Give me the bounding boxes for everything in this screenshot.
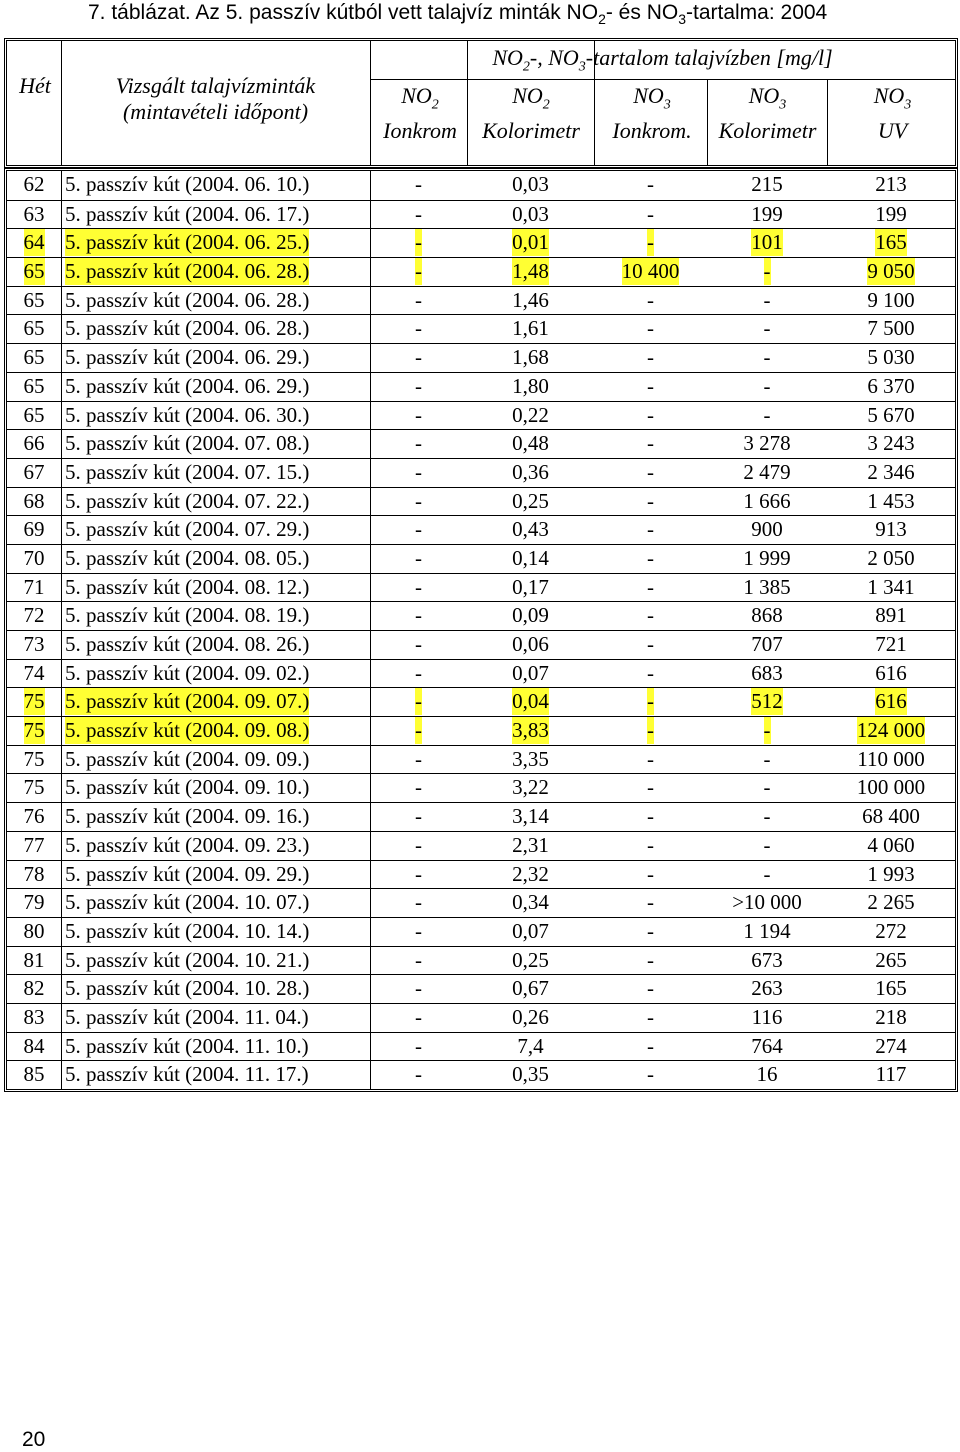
- cell-no3-kol: -: [763, 861, 771, 886]
- cell-no3-uv: 1 453: [867, 488, 915, 513]
- cell-no3-ion: -: [647, 373, 654, 398]
- cell-minta: 5. passzív kút (2004. 08. 12.): [65, 574, 310, 599]
- cell-no3-kol: -: [763, 832, 771, 857]
- cell-minta: 5. passzív kút (2004. 08. 05.): [65, 545, 310, 570]
- cell-minta: 5. passzív kút (2004. 07. 29.): [65, 517, 310, 542]
- cell-no3-uv: 2 346: [867, 459, 915, 484]
- cell-no3-ion: -: [647, 660, 654, 685]
- cell-no3-kol: 900: [751, 517, 783, 542]
- cell-no2-kol: 0,22: [512, 402, 549, 427]
- cell-no2-kol: 0,07: [512, 660, 549, 685]
- cell-no2-ion: -: [415, 832, 422, 857]
- cell-minta: 5. passzív kút (2004. 09. 23.): [65, 832, 310, 857]
- table-row: [7, 228, 955, 257]
- table-row: [7, 487, 955, 516]
- cell-no2-ion: -: [415, 345, 422, 370]
- cell-no2-kol: 3,14: [512, 804, 549, 829]
- cell-no2-kol: 2,31: [512, 832, 549, 857]
- cell-no3-uv: 6 370: [867, 373, 915, 398]
- cell-minta: 5. passzív kút (2004. 11. 17.): [65, 1062, 309, 1087]
- cell-no2-kol: 0,01: [512, 230, 549, 255]
- cell-het: 76: [23, 804, 45, 829]
- cell-het: 75: [23, 718, 45, 743]
- cell-no2-ion: -: [415, 545, 422, 570]
- cell-het: 71: [23, 574, 45, 599]
- cell-no3-ion: -: [647, 345, 654, 370]
- cell-no3-kol: >10 000: [732, 890, 802, 915]
- cell-no2-kol: 7,4: [517, 1033, 544, 1058]
- data-table: [4, 168, 958, 1092]
- cell-no3-kol: -: [763, 746, 771, 771]
- cell-minta: 5. passzív kút (2004. 10. 28.): [65, 976, 310, 1001]
- table-row: [7, 1032, 955, 1061]
- cell-no3-kol: -: [763, 316, 771, 341]
- cell-no2-ion: -: [415, 517, 422, 542]
- cell-no2-kol: 0,17: [512, 574, 549, 599]
- cell-no3-kol: 707: [751, 632, 783, 656]
- cell-no3-ion: -: [647, 1062, 654, 1087]
- cell-no3-kol: 1 385: [743, 574, 791, 599]
- cell-het: 64: [23, 230, 45, 255]
- cell-no2-ion: -: [415, 316, 422, 341]
- table-caption: 7. táblázat. Az 5. passzív kútból vett talajvíz minták $NO_2-$ és $NO_3$-tartalma: 2004: [88, 1, 828, 28]
- cell-het: 63: [23, 201, 45, 226]
- cell-minta: 5. passzív kút (2004. 11. 10.): [65, 1033, 309, 1058]
- header-group-title: $NO_2-$, $NO_3$-tartalom talajvízben [mg/l]: [492, 45, 833, 75]
- cell-no3-ion: -: [647, 804, 654, 829]
- cell-minta: 5. passzív kút (2004. 06. 25.): [65, 230, 310, 255]
- cell-het: 65: [23, 402, 45, 427]
- cell-het: 65: [23, 316, 45, 341]
- cell-het: 79: [23, 890, 45, 915]
- cell-het: 72: [23, 603, 45, 628]
- cell-no2-ion: -: [415, 201, 422, 226]
- cell-no2-ion: -: [415, 574, 422, 599]
- cell-no3-kol: -: [763, 345, 771, 370]
- cell-no2-kol: 0,03: [512, 172, 549, 196]
- header-col-2: $NO_3$ Ionkrom.: [612, 83, 692, 144]
- cell-no2-ion: -: [415, 689, 422, 714]
- table-row: [7, 659, 955, 688]
- table-row: [7, 372, 955, 401]
- cell-no3-uv: 3 243: [867, 431, 915, 456]
- cell-no3-kol: -: [763, 402, 771, 427]
- table-row: [7, 802, 955, 831]
- cell-no2-ion: -: [415, 804, 422, 829]
- table-row: [7, 314, 955, 343]
- cell-no3-ion: -: [647, 201, 654, 226]
- table-row: [7, 917, 955, 946]
- cell-no3-kol: 512: [751, 689, 783, 714]
- cell-het: 75: [23, 746, 45, 771]
- cell-het: 80: [23, 918, 45, 943]
- cell-minta: 5. passzív kút (2004. 09. 10.): [65, 775, 310, 800]
- cell-no2-kol: 0,03: [512, 201, 549, 226]
- cell-minta: 5. passzív kút (2004. 10. 07.): [65, 890, 310, 915]
- cell-het: 68: [23, 488, 45, 513]
- header-het: Hét: [19, 73, 51, 98]
- cell-no3-kol: 199: [751, 201, 783, 226]
- cell-no2-kol: 1,48: [512, 259, 549, 284]
- cell-no3-ion: -: [647, 775, 654, 800]
- cell-no3-ion: -: [647, 402, 654, 427]
- cell-no3-uv: 199: [875, 201, 907, 226]
- cell-no2-ion: -: [415, 947, 422, 972]
- cell-no3-ion: -: [647, 947, 654, 972]
- table-header: [4, 38, 958, 168]
- cell-no3-uv: 616: [875, 660, 907, 685]
- cell-no3-ion: -: [647, 890, 654, 915]
- cell-no3-ion: -: [647, 459, 654, 484]
- table-row: [7, 974, 955, 1003]
- cell-het: 69: [23, 517, 45, 542]
- cell-no3-uv: 213: [875, 172, 907, 196]
- header-col-3: $NO_3$ Kolorimetr: [718, 83, 817, 144]
- cell-het: 83: [23, 1004, 45, 1029]
- cell-no3-ion: -: [647, 1033, 654, 1058]
- cell-no2-kol: 0,07: [512, 918, 549, 943]
- cell-no2-kol: 0,09: [512, 603, 549, 628]
- table-row: [7, 716, 955, 745]
- cell-minta: 5. passzív kút (2004. 06. 29.): [65, 373, 310, 398]
- header-col-1: $NO_2$ Kolorimetr: [482, 83, 580, 144]
- cell-no3-ion: -: [647, 287, 654, 312]
- cell-no3-ion: -: [647, 316, 654, 341]
- table-row: [7, 745, 955, 774]
- cell-no3-kol: 3 278: [743, 431, 791, 456]
- cell-no2-kol: 0,67: [512, 976, 549, 1001]
- cell-no2-kol: 3,35: [512, 746, 549, 771]
- cell-no3-ion: -: [647, 976, 654, 1001]
- cell-minta: 5. passzív kút (2004. 06. 29.): [65, 345, 310, 370]
- cell-no3-ion: -: [647, 172, 654, 196]
- cell-minta: 5. passzív kút (2004. 09. 07.): [65, 689, 310, 714]
- cell-het: 75: [23, 775, 45, 800]
- cell-no3-ion: -: [647, 431, 654, 456]
- cell-no3-uv: 2 265: [867, 890, 915, 915]
- cell-minta: 5. passzív kút (2004. 07. 08.): [65, 431, 310, 456]
- cell-no2-ion: -: [415, 431, 422, 456]
- cell-minta: 5. passzív kút (2004. 06. 28.): [65, 316, 310, 341]
- table-row: [7, 515, 955, 544]
- cell-het: 66: [23, 431, 45, 456]
- cell-no3-uv: 1 341: [867, 574, 915, 599]
- table-row: [7, 687, 955, 716]
- cell-no2-ion: -: [415, 488, 422, 513]
- cell-no3-uv: 7 500: [867, 316, 915, 341]
- cell-no2-kol: 0,25: [512, 947, 549, 972]
- cell-no3-kol: 2 479: [743, 459, 791, 484]
- page-number: 20: [22, 1428, 46, 1451]
- cell-minta: 5. passzív kút (2004. 10. 14.): [65, 918, 310, 943]
- cell-het: 81: [23, 947, 45, 972]
- cell-no3-ion: -: [647, 832, 654, 857]
- cell-het: 74: [23, 660, 45, 685]
- cell-no2-kol: 2,32: [512, 861, 549, 886]
- cell-no3-uv: 218: [875, 1004, 907, 1029]
- cell-no3-kol: 1 999: [743, 545, 791, 570]
- cell-no2-kol: 1,80: [512, 373, 549, 398]
- cell-no2-kol: 1,46: [512, 287, 549, 312]
- cell-no3-kol: 683: [751, 660, 783, 685]
- cell-no2-ion: -: [415, 976, 422, 1001]
- cell-no3-uv: 165: [875, 230, 907, 255]
- cell-no3-kol: -: [763, 287, 771, 312]
- table-row: [7, 257, 955, 286]
- cell-no3-uv: 110 000: [857, 746, 925, 771]
- cell-no2-ion: -: [415, 775, 422, 800]
- cell-minta: 5. passzív kút (2004. 08. 19.): [65, 603, 310, 628]
- cell-het: 70: [23, 545, 45, 570]
- cell-no3-uv: 2 050: [867, 545, 915, 570]
- cell-no3-kol: -: [763, 775, 771, 800]
- cell-minta: 5. passzív kút (2004. 06. 28.): [65, 287, 310, 312]
- cell-no3-ion: -: [647, 517, 654, 542]
- table-row: [7, 946, 955, 975]
- cell-no3-kol: 101: [751, 230, 783, 255]
- cell-no3-ion: -: [647, 230, 654, 255]
- header-vizsgalt: Vizsgált talajvízminták (mintavételi időpont): [115, 73, 316, 124]
- cell-no2-ion: -: [415, 861, 422, 886]
- cell-minta: 5. passzív kút (2004. 07. 22.): [65, 488, 310, 513]
- cell-no3-uv: 1 993: [867, 861, 915, 886]
- cell-no2-kol: 1,68: [512, 345, 549, 370]
- cell-no3-ion: 10 400: [621, 259, 680, 284]
- cell-minta: 5. passzív kút (2004. 06. 17.): [65, 201, 310, 226]
- cell-no3-uv: 4 060: [867, 832, 915, 857]
- cell-no3-uv: 9 050: [867, 259, 915, 284]
- cell-no3-kol: -: [763, 804, 771, 829]
- cell-no3-kol: -: [763, 259, 771, 284]
- cell-minta: 5. passzív kút (2004. 09. 02.): [65, 660, 310, 685]
- cell-no2-ion: -: [415, 259, 422, 284]
- cell-no3-uv: 165: [875, 976, 907, 1001]
- cell-minta: 5. passzív kút (2004. 09. 08.): [65, 718, 310, 743]
- cell-no3-uv: 117: [875, 1062, 907, 1087]
- cell-minta: 5. passzív kút (2004. 09. 09.): [65, 746, 310, 771]
- cell-no3-uv: 274: [875, 1033, 907, 1058]
- cell-no2-kol: 0,04: [512, 689, 549, 714]
- cell-no3-uv: 100 000: [856, 775, 926, 800]
- table-row: [7, 773, 955, 802]
- cell-het: 73: [23, 632, 45, 656]
- cell-no3-kol: 1 194: [743, 918, 791, 943]
- cell-minta: 5. passzív kút (2004. 06. 30.): [65, 402, 310, 427]
- cell-no3-kol: 673: [751, 947, 783, 972]
- cell-no2-ion: -: [415, 746, 422, 771]
- header-col-4: $NO_3$ UV: [873, 83, 912, 144]
- cell-het: 75: [23, 689, 45, 714]
- table-row: [7, 458, 955, 487]
- cell-no3-uv: 265: [875, 947, 907, 972]
- cell-no3-ion: -: [647, 488, 654, 513]
- table-row: [7, 860, 955, 889]
- table-row: [7, 544, 955, 573]
- table-row: [7, 573, 955, 602]
- cell-minta: 5. passzív kút (2004. 09. 16.): [65, 804, 310, 829]
- cell-no2-ion: -: [415, 632, 422, 656]
- table-row: [7, 601, 955, 630]
- cell-no3-kol: 764: [751, 1033, 783, 1058]
- cell-no3-kol: 116: [751, 1004, 783, 1029]
- cell-no2-kol: 0,43: [512, 517, 549, 542]
- cell-no2-ion: -: [415, 1004, 422, 1029]
- cell-no2-ion: -: [415, 172, 422, 196]
- table-row: [7, 630, 955, 659]
- cell-no3-uv: 272: [875, 918, 907, 943]
- table-row: [7, 1060, 955, 1089]
- cell-no2-ion: -: [415, 890, 422, 915]
- cell-no3-ion: -: [647, 689, 654, 714]
- cell-no3-uv: 68 400: [862, 804, 920, 829]
- cell-het: 62: [23, 172, 45, 196]
- cell-het: 65: [23, 259, 45, 284]
- cell-no3-ion: -: [647, 603, 654, 628]
- cell-no3-ion: -: [647, 746, 654, 771]
- cell-het: 65: [23, 287, 45, 312]
- cell-no2-ion: -: [415, 918, 422, 943]
- header-col-0: $NO_2$ Ionkrom: [383, 83, 457, 144]
- cell-no2-ion: -: [415, 402, 422, 427]
- cell-het: 78: [23, 861, 45, 886]
- cell-no2-ion: -: [415, 373, 422, 398]
- cell-no2-ion: -: [415, 459, 422, 484]
- cell-no3-kol: 1 666: [743, 488, 791, 513]
- cell-no3-ion: -: [647, 718, 654, 743]
- cell-no2-kol: 3,83: [512, 718, 549, 743]
- cell-no2-ion: -: [415, 287, 422, 312]
- cell-minta: 5. passzív kút (2004. 06. 28.): [65, 259, 310, 284]
- cell-no3-ion: -: [647, 632, 654, 656]
- cell-no3-uv: 913: [875, 517, 907, 542]
- cell-minta: 5. passzív kút (2004. 07. 15.): [65, 459, 310, 484]
- cell-no2-kol: 0,34: [512, 890, 549, 915]
- table-row: [7, 401, 955, 430]
- cell-no2-kol: 0,06: [512, 632, 549, 656]
- table-row: [7, 429, 955, 458]
- cell-no2-kol: 0,25: [512, 488, 549, 513]
- cell-no3-ion: -: [647, 574, 654, 599]
- cell-no3-uv: 124 000: [856, 718, 926, 743]
- cell-no2-kol: 1,61: [512, 316, 549, 341]
- cell-no3-ion: -: [647, 861, 654, 886]
- cell-no3-kol: 215: [751, 172, 783, 196]
- table-row: [7, 343, 955, 372]
- cell-no3-ion: -: [647, 1004, 654, 1029]
- cell-no2-kol: 0,48: [512, 431, 549, 456]
- cell-no2-ion: -: [415, 603, 422, 628]
- cell-no3-uv: 5 030: [867, 345, 915, 370]
- cell-no3-uv: 9 100: [867, 287, 915, 312]
- cell-het: 77: [23, 832, 45, 857]
- cell-no2-ion: -: [415, 718, 422, 743]
- cell-het: 65: [23, 345, 45, 370]
- cell-minta: 5. passzív kút (2004. 10. 21.): [65, 947, 310, 972]
- cell-no2-ion: -: [415, 230, 422, 255]
- cell-minta: 5. passzív kút (2004. 06. 10.): [65, 172, 310, 196]
- cell-no2-kol: 0,35: [512, 1062, 549, 1087]
- cell-no3-kol: -: [763, 718, 771, 743]
- cell-no3-kol: 16: [756, 1062, 778, 1087]
- cell-no3-kol: 263: [751, 976, 783, 1001]
- cell-minta: 5. passzív kút (2004. 09. 29.): [65, 861, 310, 886]
- cell-het: 84: [23, 1033, 45, 1058]
- cell-no2-ion: -: [415, 1062, 422, 1087]
- cell-no3-uv: 5 670: [867, 402, 915, 427]
- cell-minta: 5. passzív kút (2004. 11. 04.): [65, 1004, 309, 1029]
- cell-het: 65: [23, 373, 45, 398]
- cell-het: 67: [23, 459, 45, 484]
- cell-no3-uv: 891: [875, 603, 907, 628]
- cell-minta: 5. passzív kút (2004. 08. 26.): [65, 632, 310, 656]
- table-row: [7, 831, 955, 860]
- cell-no3-kol: 868: [751, 603, 783, 628]
- cell-het: 82: [23, 976, 45, 1001]
- table-row: [7, 888, 955, 917]
- cell-no3-ion: -: [647, 918, 654, 943]
- cell-no2-kol: 3,22: [512, 775, 549, 800]
- cell-no2-ion: -: [415, 1033, 422, 1058]
- cell-no3-kol: -: [763, 373, 771, 398]
- cell-no3-uv: 616: [875, 689, 907, 714]
- cell-no2-ion: -: [415, 660, 422, 685]
- table-row: [7, 200, 955, 229]
- table-row: [7, 171, 955, 200]
- table-row: [7, 286, 955, 315]
- cell-no2-kol: 0,26: [512, 1004, 549, 1029]
- cell-no2-kol: 0,14: [512, 545, 549, 570]
- cell-no3-uv: 721: [875, 632, 907, 656]
- table-row: [7, 1003, 955, 1032]
- cell-no3-ion: -: [647, 545, 654, 570]
- cell-het: 85: [23, 1062, 45, 1087]
- cell-no2-kol: 0,36: [512, 459, 549, 484]
